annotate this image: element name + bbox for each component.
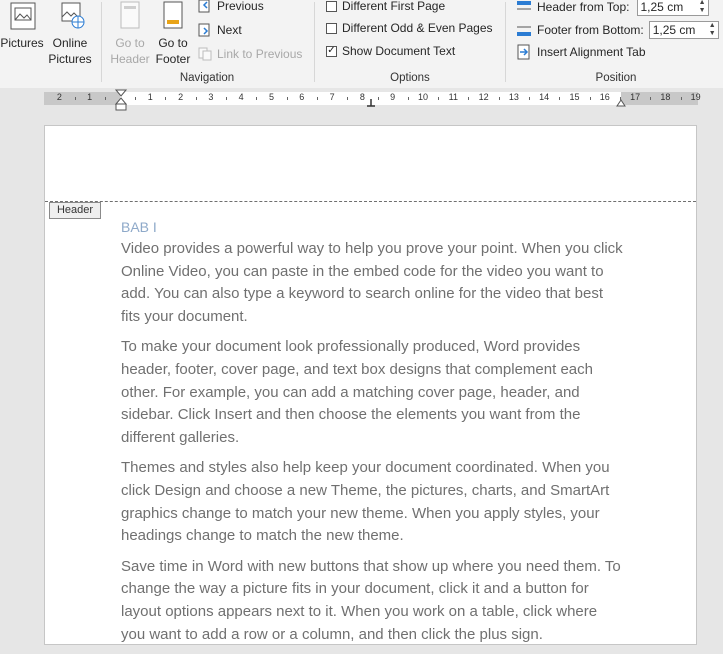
group-separator xyxy=(101,2,102,82)
ruler-number: 14 xyxy=(539,92,550,102)
paragraph: Themes and styles also help keep your document coordinated. When you click Design and choose a new Theme, the pictures, charts, and SmartArt graphics change to match your new theme. When you apply styles, your headings change to match the new theme. xyxy=(121,459,610,545)
ruler-tick xyxy=(75,97,76,100)
ruler-number: 13 xyxy=(508,92,519,102)
next-button[interactable] xyxy=(198,23,242,37)
ruler-number: 1 xyxy=(147,92,153,102)
ruler-tick xyxy=(408,97,409,100)
document-page[interactable] xyxy=(44,125,697,645)
link-to-previous-label: Link to Previous xyxy=(217,47,303,61)
header-from-top-row xyxy=(516,0,709,16)
go-to-header-label: Go to Header xyxy=(110,36,150,66)
insert-alignment-tab-label: Insert Alignment Tab xyxy=(537,45,646,59)
ruler-tick xyxy=(681,97,682,100)
go-to-header-button[interactable] xyxy=(108,0,152,67)
ruler-tick xyxy=(559,97,560,100)
alignment-tab-icon xyxy=(516,44,532,60)
spinner-arrows-icon[interactable]: ▲ ▼ xyxy=(698,0,706,14)
ruler-number: 16 xyxy=(599,92,610,102)
footer-from-bottom-label: Footer from Bottom: xyxy=(537,23,644,37)
go-to-footer-icon xyxy=(160,0,186,32)
header-from-top-input[interactable] xyxy=(637,0,709,16)
ruler-tick xyxy=(196,97,197,100)
ruler-number: 5 xyxy=(268,92,275,102)
show-document-text-option[interactable] xyxy=(326,44,455,58)
show-document-text-label: Show Document Text xyxy=(342,44,456,58)
ruler-number: 10 xyxy=(417,92,429,102)
ruler-number: 3 xyxy=(208,92,214,102)
link-icon xyxy=(198,47,212,61)
different-first-page-label: Different First Page xyxy=(342,0,446,13)
ruler-tick xyxy=(529,97,530,100)
ribbon xyxy=(0,0,723,89)
previous-label: Previous xyxy=(217,0,264,13)
ruler-tick xyxy=(317,97,318,100)
ruler-number: 17 xyxy=(630,92,641,102)
center-tab-stop-icon[interactable] xyxy=(366,98,376,108)
footer-from-bottom-value: 1,25 cm xyxy=(652,23,696,37)
ruler-tick xyxy=(135,97,136,100)
spinner-arrows-icon[interactable]: ▲ ▼ xyxy=(708,22,716,37)
options-group-label: Options xyxy=(390,72,430,84)
ruler-tick xyxy=(347,97,348,100)
group-separator xyxy=(314,2,315,82)
paragraph: Save time in Word with new buttons that show up where you need them. To change the way a picture fits in your document, click it and a button for layout options appears next to it. When you work on a table, click where you want to add a row or a column, and then click the plus sign. xyxy=(121,557,621,643)
footer-from-bottom-row xyxy=(516,21,719,39)
footer-from-bottom-input[interactable] xyxy=(649,21,719,39)
ruler-number: 9 xyxy=(390,92,396,102)
ruler-tick xyxy=(256,97,257,100)
link-to-previous-button[interactable] xyxy=(198,47,302,61)
ruler-number: 15 xyxy=(569,92,580,102)
header-boundary-line xyxy=(45,201,696,202)
online-pictures-button[interactable] xyxy=(46,0,94,67)
ruler-number: 12 xyxy=(478,92,489,102)
pictures-button[interactable] xyxy=(0,0,44,51)
online-pictures-label: Online Pictures xyxy=(48,36,92,66)
ruler-number: 8 xyxy=(359,92,365,102)
ruler-number: 11 xyxy=(448,92,458,102)
ruler-tick xyxy=(590,97,591,100)
ruler-number: 4 xyxy=(238,92,244,102)
ruler-number: 18 xyxy=(660,92,671,102)
different-odd-even-label: Different Odd & Even Pages xyxy=(342,21,493,35)
different-first-page-option[interactable] xyxy=(326,0,445,13)
previous-icon xyxy=(198,0,212,13)
ruler-tick xyxy=(105,97,106,100)
right-indent-marker-icon[interactable] xyxy=(616,98,626,108)
horizontal-ruler[interactable] xyxy=(0,88,723,110)
ruler-left-margin xyxy=(44,92,120,105)
ruler-tick xyxy=(438,97,439,100)
ruler-tick xyxy=(287,97,288,100)
header-position-icon xyxy=(516,0,532,14)
previous-button[interactable] xyxy=(198,0,264,13)
header-from-top-label: Header from Top: xyxy=(537,0,630,14)
ruler-tick xyxy=(650,97,651,100)
ruler-tick xyxy=(499,97,500,100)
document-body[interactable] xyxy=(121,216,625,654)
paragraph: To make your document look professionally produced, Word provides header, footer, cover page, and text box designs that complement each other. For example, you can add a matching cover page, header, and sidebar. Click Insert and then choose the elements you want from the different galleries. xyxy=(121,338,593,446)
footer-position-icon xyxy=(516,23,532,37)
document-heading: BAB I xyxy=(121,219,157,235)
ruler-tick xyxy=(165,97,166,100)
header-tag: Header xyxy=(49,202,101,219)
insert-alignment-tab-button[interactable] xyxy=(516,44,646,60)
ruler-number: 2 xyxy=(56,92,62,102)
navigation-group-label: Navigation xyxy=(179,72,235,84)
ruler-tick xyxy=(226,97,227,100)
position-group-label: Position xyxy=(595,72,637,84)
pictures-icon xyxy=(6,0,38,32)
header-from-top-value: 1,25 cm xyxy=(640,0,684,14)
different-odd-even-option[interactable] xyxy=(326,21,493,35)
ruler-number: 6 xyxy=(299,92,305,102)
ruler-number: 1 xyxy=(87,92,93,102)
online-pictures-icon xyxy=(54,0,86,32)
go-to-header-icon xyxy=(117,0,143,32)
ruler-number: 2 xyxy=(178,92,184,102)
next-icon xyxy=(198,23,212,37)
paragraph: Video provides a powerful way to help you prove your point. When you click Online Video, you can paste in the embed code for the video you want to add. You can also type a keyword to search online for the video that best fits your document. xyxy=(121,240,623,325)
go-to-footer-label: Go to Footer xyxy=(155,36,191,66)
show-document-text-checkbox[interactable]: ✓ xyxy=(327,45,336,56)
ruler-tick xyxy=(468,97,469,100)
ruler-tick xyxy=(378,97,379,100)
different-first-page-checkbox[interactable] xyxy=(326,1,337,12)
different-odd-even-checkbox[interactable] xyxy=(326,23,337,34)
next-label: Next xyxy=(217,23,242,37)
ruler-number: 7 xyxy=(329,92,335,102)
ruler-number: 19 xyxy=(690,92,701,102)
group-separator xyxy=(505,2,506,82)
indent-marker-icon[interactable] xyxy=(115,88,127,112)
pictures-label: Pictures xyxy=(0,36,44,50)
go-to-footer-button[interactable] xyxy=(152,0,194,67)
